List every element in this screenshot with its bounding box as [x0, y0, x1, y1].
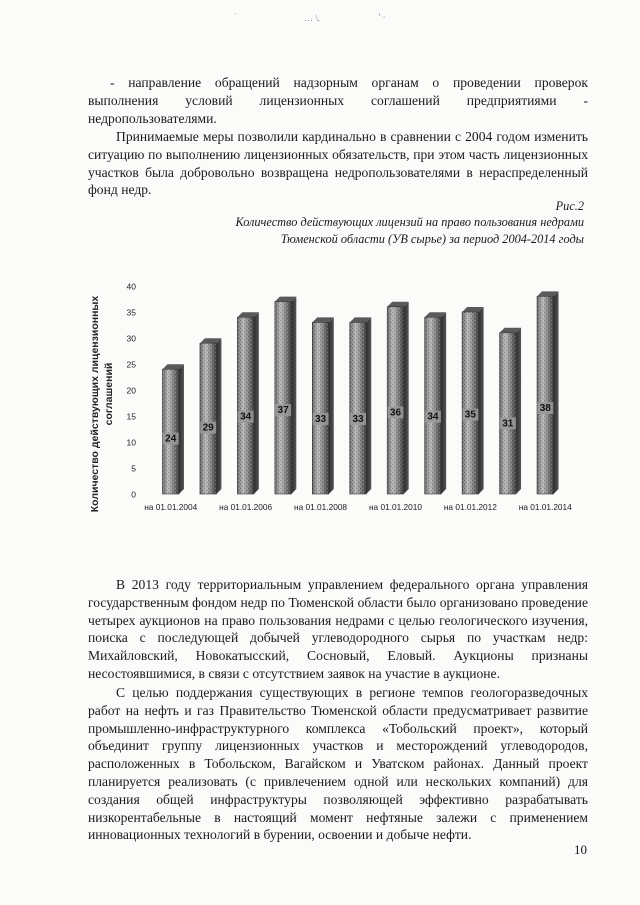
- y-axis-title-line-1: Количество действующих лицензионных: [89, 295, 101, 513]
- bar-side: [441, 312, 446, 494]
- license-count-chart: [88, 276, 578, 526]
- bar-texture: [162, 369, 178, 494]
- y-tick-label: 35: [126, 307, 136, 318]
- paragraph-1: - направление обращений надзорным органам о проведении проверок выполнения условий лицензионных соглашений предприятиями - недропользователями.: [88, 75, 588, 126]
- x-axis: [144, 502, 572, 512]
- x-tick-label: на 01.01.2008: [294, 502, 348, 512]
- header-mark: ˙: [234, 12, 237, 22]
- y-tick-label: 5: [131, 463, 136, 474]
- bar-side: [404, 302, 409, 494]
- data-label: 36: [389, 407, 402, 419]
- x-tick-label: на 01.01.2012: [443, 502, 497, 512]
- figure-caption-line-1: Количество действующих лицензий на право пользования недрами: [235, 215, 584, 229]
- page-number: 10: [574, 842, 587, 857]
- x-tick-label: на 01.01.2014: [518, 502, 572, 512]
- figure-caption: [164, 214, 584, 248]
- paragraph-4: С целью поддержания существующих в регионе темпов геологоразведочных работ на нефть и газ Правительство Тюменской области предусматривает развитие промышленно-инфраструктурного комплекса «Тобольский проект», который объединит группу лицензионных участков и месторождений углеводородов, расположенных в Тобольском, Вагайском и Уватском районах. Данный проект планируется реализовать (с привлечением одной или нескольких компаний) для создания общей инфраструктуры позволяющей эффективно разрабатывать низкорентабельные в настоящий момент нефтяные залежи с применением инновационных технологий в бурении, освоении и добыче нефти.: [88, 685, 588, 843]
- bar-side: [329, 317, 334, 494]
- y-axis: [127, 282, 137, 500]
- bar-side: [366, 317, 371, 494]
- y-tick-label: 20: [126, 385, 136, 396]
- data-label: 33: [314, 413, 327, 425]
- header-mark: … \.: [304, 13, 321, 23]
- bar-side: [291, 297, 296, 494]
- bar-side: [516, 328, 521, 494]
- x-tick-label: на 01.01.2004: [144, 502, 198, 512]
- data-label: 34: [240, 411, 252, 423]
- x-tick-label: на 01.01.2006: [219, 502, 273, 512]
- bar-texture: [387, 307, 403, 494]
- y-tick-label: 40: [126, 281, 136, 292]
- header-mark: ’ ·: [378, 12, 386, 22]
- data-label: 24: [165, 433, 177, 445]
- chart-svg: [88, 276, 578, 526]
- data-label: 37: [277, 405, 289, 417]
- bars: [162, 291, 558, 494]
- figure-caption-line-2: Тюменской области (УВ сырье) за период 2004-2014 годы: [280, 232, 584, 246]
- paragraph-2: Принимаемые меры позволили кардинально в сравнении с 2004 годом изменить ситуацию по выполнению лицензионных обязательств, при этом часть лицензионных участков была добровольно возвращена недропользователями в нераспределенный фонд недр.: [88, 129, 588, 198]
- bar-side: [479, 307, 484, 494]
- y-tick-label: 25: [126, 359, 136, 370]
- y-tick-label: 10: [126, 437, 136, 448]
- figure-label: Рис.2: [555, 199, 584, 213]
- bar-side: [254, 312, 259, 494]
- bar-side: [216, 338, 221, 494]
- data-label: 33: [352, 413, 364, 425]
- bar-texture: [425, 317, 441, 494]
- data-label: 35: [464, 409, 476, 421]
- y-tick-label: 30: [126, 333, 136, 344]
- bar-texture: [200, 343, 216, 494]
- bar-texture: [462, 312, 478, 494]
- bar-side: [179, 364, 184, 494]
- bar-texture: [312, 322, 328, 494]
- bar-texture: [500, 333, 516, 494]
- y-tick-label: 0: [131, 489, 136, 500]
- bar-texture: [275, 302, 291, 494]
- bar-texture: [350, 322, 366, 494]
- bar-texture: [237, 317, 253, 494]
- data-label: 34: [427, 411, 439, 423]
- data-label: 31: [502, 418, 514, 430]
- bar-texture: [537, 296, 553, 494]
- y-axis-title-line-2: соглашений: [103, 362, 115, 426]
- x-tick-label: на 01.01.2010: [368, 502, 422, 512]
- data-label: 38: [539, 403, 551, 415]
- data-label: 29: [202, 422, 214, 434]
- paragraph-3: В 2013 году территориальным управлением федерального органа управления государственным фондом недр по Тюменской области было организовано проведение четырех аукционов на право пользования недрами с целью геологического изучения, поиска с последующей добычей углеводородного сырья по участкам недр: Михайловский, Новокатысский, Сосновый, Еловый. Аукционы признаны несостоявшимися, в связи с отсутствием заявок на участие в аукционе.: [88, 577, 588, 681]
- y-tick-label: 15: [126, 411, 136, 422]
- bar-side: [554, 291, 559, 494]
